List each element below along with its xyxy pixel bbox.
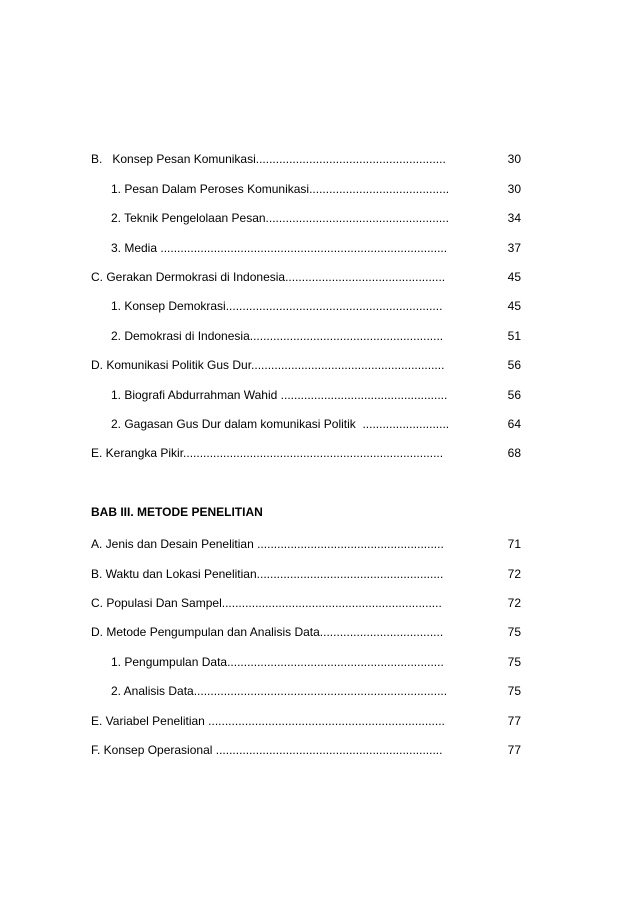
toc-entry-text: 1. Pesan Dalam Peroses Komunikasi.......................................... — [111, 182, 450, 196]
toc-entry — [111, 180, 521, 198]
toc-entry-page: 56 — [507, 388, 521, 402]
toc-entry-text: 2. Analisis Data............................................................................ — [111, 684, 448, 698]
toc-entry — [91, 150, 521, 168]
toc-entry — [111, 327, 521, 345]
toc-entry — [91, 356, 521, 374]
toc-entry-page: 30 — [507, 152, 521, 166]
toc-entry-text: D. Metode Pengumpulan dan Analisis Data..................................... — [91, 625, 444, 639]
toc-entry — [91, 565, 521, 583]
toc-entry — [91, 741, 521, 759]
toc-entry-page: 77 — [507, 714, 521, 728]
toc-entry — [91, 594, 521, 612]
toc-entry-text: D. Komunikasi Politik Gus Dur.......................................................... — [91, 358, 445, 372]
toc-entry-text: 1. Biografi Abdurrahman Wahid .................................................. — [111, 388, 448, 402]
toc-entry-page: 37 — [507, 241, 521, 255]
toc-entry-page: 75 — [507, 625, 521, 639]
toc-entry-page: 56 — [507, 358, 521, 372]
toc-entry — [91, 712, 521, 730]
toc-entry-text: B. Waktu dan Lokasi Penelitian........................................................ — [91, 567, 444, 581]
toc-entry — [91, 268, 521, 286]
toc-entry-page: 75 — [507, 684, 521, 698]
toc-entry-text: E. Variabel Penelitian ....................................................................... — [91, 714, 445, 728]
toc-entry-text: B. Konsep Pesan Komunikasi......................................................... — [91, 152, 446, 166]
toc-entry-page: 72 — [507, 596, 521, 610]
toc-entry-page: 77 — [507, 743, 521, 757]
toc-entry-text: A. Jenis dan Desain Penelitian ........................................................ — [91, 537, 444, 551]
toc-entry-text: 2. Demokrasi di Indonesia.......................................................... — [111, 329, 444, 343]
toc-entry — [111, 682, 521, 700]
toc-entry-text: C. Populasi Dan Sampel.................................................................. — [91, 596, 442, 610]
toc-entry-page: 64 — [507, 417, 521, 431]
toc-entry-page: 51 — [507, 329, 521, 343]
toc-entry-text: F. Konsep Operasional .................................................................... — [91, 743, 443, 757]
toc-entry-text: 1. Pengumpulan Data................................................................. — [111, 655, 444, 669]
toc-entry-page: 30 — [507, 182, 521, 196]
toc-entry — [91, 535, 521, 553]
toc-entry — [111, 653, 521, 671]
toc-entry — [111, 239, 521, 257]
toc-entry — [111, 209, 521, 227]
toc-entry-text: 2. Teknik Pengelolaan Pesan....................................................... — [111, 211, 449, 225]
toc-entry-page: 71 — [507, 537, 521, 551]
toc-entry-page: 45 — [507, 299, 521, 313]
toc-entry-text: 3. Media ...................................................................................... — [111, 241, 448, 255]
toc-entry-text: 2. Gagasan Gus Dur dalam komunikasi Politik .......................... — [111, 417, 450, 431]
toc-entry-text: 1. Konsep Demokrasi................................................................. — [111, 299, 443, 313]
toc-entry-page: 68 — [507, 446, 521, 460]
toc-entry — [91, 444, 521, 462]
toc-entry — [111, 415, 521, 433]
toc-entry-text: E. Kerangka Pikir.............................................................................. — [91, 446, 444, 460]
toc-entry — [111, 297, 521, 315]
toc-entry-text: C. Gerakan Dermokrasi di Indonesia................................................ — [91, 270, 446, 284]
toc-entry-page: 72 — [507, 567, 521, 581]
toc-entry — [111, 386, 521, 404]
toc-entry-page: 34 — [507, 211, 521, 225]
toc-entry-page: 45 — [507, 270, 521, 284]
toc-entry — [91, 623, 521, 641]
chapter-heading: BAB III. METODE PENELITIAN — [91, 505, 263, 519]
toc-entry-page: 75 — [507, 655, 521, 669]
